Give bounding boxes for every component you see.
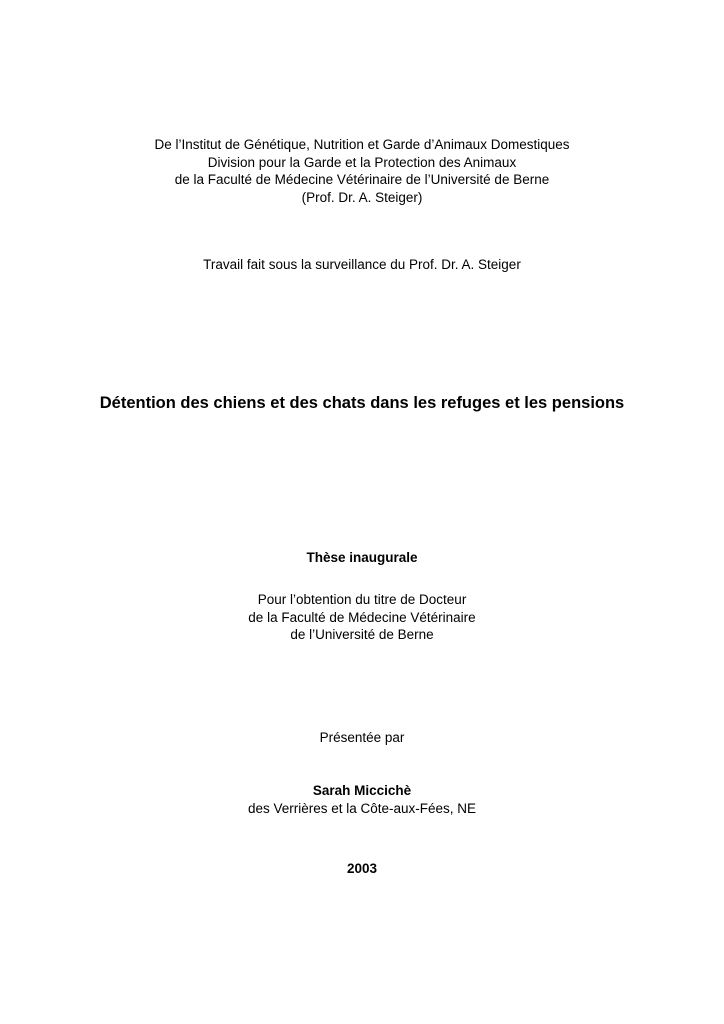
year-text: 2003	[346, 861, 378, 876]
thesis-title: Détention des chiens et des chats dans les refuges et les pensions	[99, 394, 625, 412]
title-block	[0, 393, 724, 413]
author-block	[0, 782, 724, 817]
presented-block	[0, 729, 724, 747]
supervision-text: Travail fait sous la surveillance du Prof. Dr. A. Steiger	[203, 257, 521, 272]
institute-header	[0, 136, 724, 206]
institute-line-1: De l’Institut de Génétique, Nutrition et Garde d’Animaux Domestiques	[154, 137, 570, 152]
presented-by-text: Présentée par	[319, 730, 405, 745]
obtention-line-2: de la Faculté de Médecine Vétérinaire	[248, 609, 476, 625]
institute-line-4: (Prof. Dr. A. Steiger)	[301, 189, 423, 205]
thesis-type: Thèse inaugurale	[306, 550, 418, 565]
obtention-block	[0, 591, 724, 644]
institute-line-2: Division pour la Garde et la Protection des Animaux	[207, 154, 517, 170]
supervision-block	[0, 256, 724, 274]
year-block	[0, 860, 724, 878]
obtention-line-3: de l’Université de Berne	[290, 627, 434, 642]
thesis-type-block	[0, 549, 724, 567]
author-name: Sarah Miccichè	[312, 783, 412, 798]
author-origin: des Verrières et la Côte-aux-Fées, NE	[247, 800, 477, 816]
obtention-line-1: Pour l’obtention du titre de Docteur	[257, 592, 467, 607]
institute-line-3: de la Faculté de Médecine Vétérinaire de l’Université de Berne	[174, 172, 550, 187]
